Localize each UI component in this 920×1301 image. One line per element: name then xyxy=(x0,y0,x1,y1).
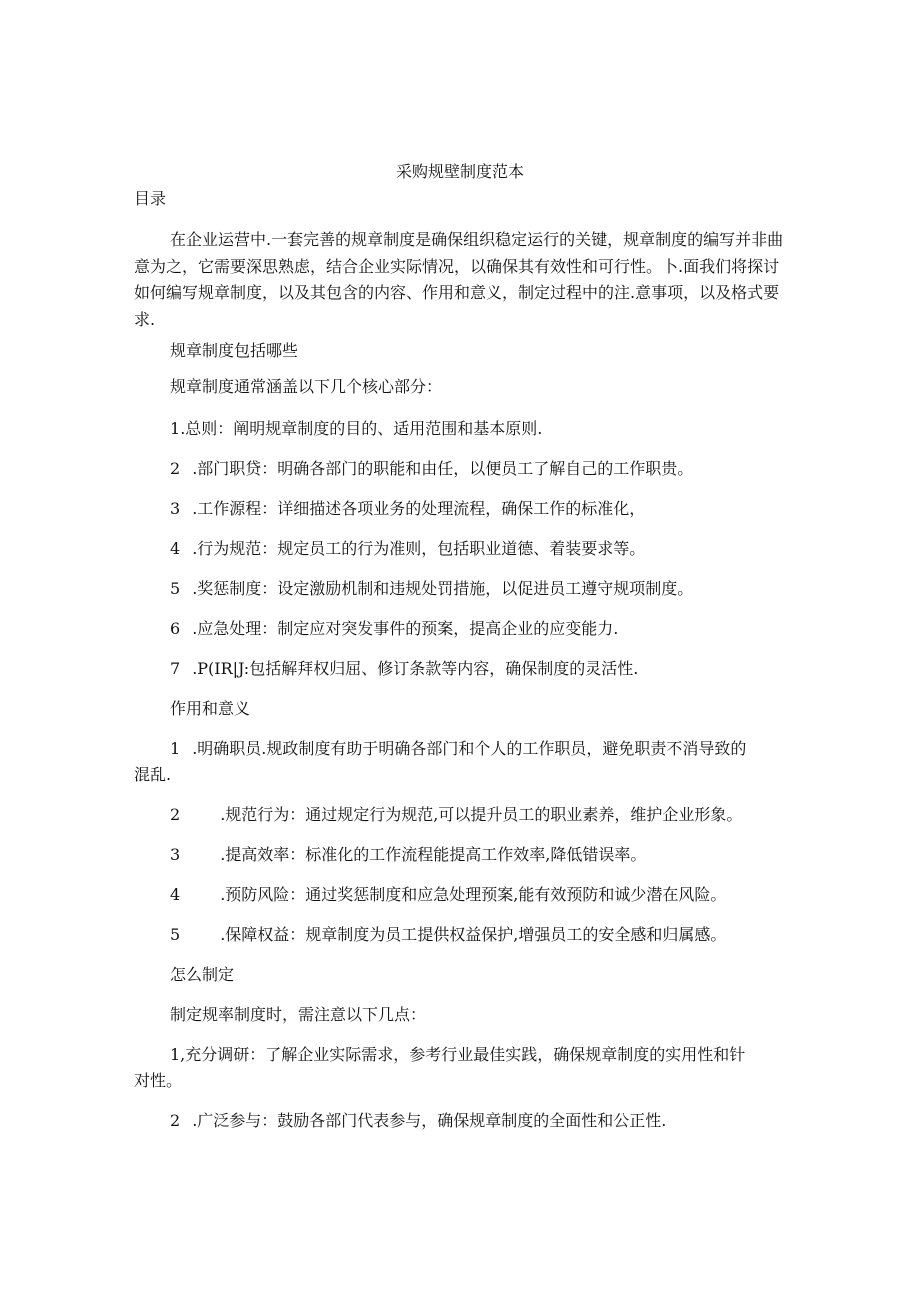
list-item-continuation: 混乱. xyxy=(134,765,172,784)
list-item xyxy=(134,536,820,563)
list-item-text: .保障权益：规章制度为员工提供权益保护,增强员工的安全感和归属感。 xyxy=(220,925,727,944)
list-item xyxy=(134,456,820,483)
list-item xyxy=(134,922,820,949)
list-item-text: .广泛参与：鼓励各部门代表参与，确保规章制度的全面性和公正性. xyxy=(192,1111,667,1130)
section-lead-howto: 制定规率制度时，需注意以下几点： xyxy=(170,1005,427,1024)
list-item-number: 7 xyxy=(170,659,181,678)
list-item-text: .总则：阐明规章制度的目的、适用范围和基本原则. xyxy=(180,419,543,438)
list-item xyxy=(134,736,820,763)
list-item xyxy=(134,656,820,683)
toc-label: 目录 xyxy=(134,189,167,208)
list-item-number: 2 xyxy=(170,805,181,824)
list-item xyxy=(134,496,820,523)
document-title: 采购规壁制度范本 xyxy=(395,162,524,181)
list-item-number: 3 xyxy=(170,845,181,864)
list-item-text: .工作源程：详细描述各项业务的处理流程，确保工作的标准化， xyxy=(192,499,646,518)
intro-paragraph: 在企业运营中.一套完善的规章制度是确保组织稳定运行的关键，规章制度的编写并非曲意为之，它需要深思熟虑，结合企业实际情况，以确保其有效性和可行性。卜.面我们将探讨如何编写规章制度，以及其包含的内容、作用和意义，制定过程中的注.意事项，以及格式要求. xyxy=(134,230,784,329)
section-lead-contents: 规章制度通常涵盖以下几个核心部分： xyxy=(170,377,443,396)
list-item xyxy=(134,616,820,643)
list-item: 1,充分调研：了解企业实际需求，参考行业最佳实践，确保规章制度的实用性和针 xyxy=(170,1045,746,1064)
list-item-text: .提高效率：标准化的工作流程能提高工作效率,降低错误率。 xyxy=(220,845,647,864)
section-heading-howto: 怎么制定 xyxy=(170,965,235,984)
list-item-number: 1 xyxy=(170,739,181,758)
list-item-number: 6 xyxy=(170,619,181,638)
list-item xyxy=(134,802,820,829)
list-item-text: .规范行为：通过规定行为规范,可以提升员工的职业素养，维护企业形象。 xyxy=(220,805,743,824)
list-item-text: .预防风险：通过奖惩制度和应急处理预案,能有效预防和诚少潜在风险。 xyxy=(220,885,727,904)
list-item-text: .明确职员.规政制度有助于明确各部门和个人的工作职员，避免职责不消导致的 xyxy=(192,739,747,758)
list-item-text: .奖惩制度：设定激励机制和违规处罚措施，以促进员工遵守规项制度。 xyxy=(192,579,694,598)
section-heading-contents: 规章制度包括哪些 xyxy=(170,341,299,360)
list-item-number: 5 xyxy=(170,579,181,598)
list-item xyxy=(134,576,820,603)
list-item-number: 4 xyxy=(170,885,181,904)
list-item xyxy=(134,882,820,909)
section-heading-purpose: 作用和意义 xyxy=(170,699,251,718)
list-item xyxy=(134,416,820,443)
list-item-number: 2 xyxy=(170,1111,181,1130)
list-item-continuation: 对性。 xyxy=(134,1071,183,1090)
list-item-number: 3 xyxy=(170,499,181,518)
list-item-number: 2 xyxy=(170,459,181,478)
list-item xyxy=(134,1108,820,1135)
list-item-number: 1 xyxy=(170,419,181,438)
list-item xyxy=(134,842,820,869)
list-item-text: .P(IR|J:包括解拜权归屈、修订条款等内容，确保制度的灵活性. xyxy=(192,659,639,678)
list-item-number: 5 xyxy=(170,925,181,944)
list-item-text: .应急处理：制定应对突发事件的预案，提高企业的应变能力. xyxy=(192,619,619,638)
list-item-text: .部门职贷：明确各部门的职能和由任，以便员工了解自己的工作职贵。 xyxy=(192,459,694,478)
list-item-text: .行为规范：规定员工的行为准则，包括职业道德、着装要求等。 xyxy=(192,539,646,558)
list-item-number: 4 xyxy=(170,539,181,558)
